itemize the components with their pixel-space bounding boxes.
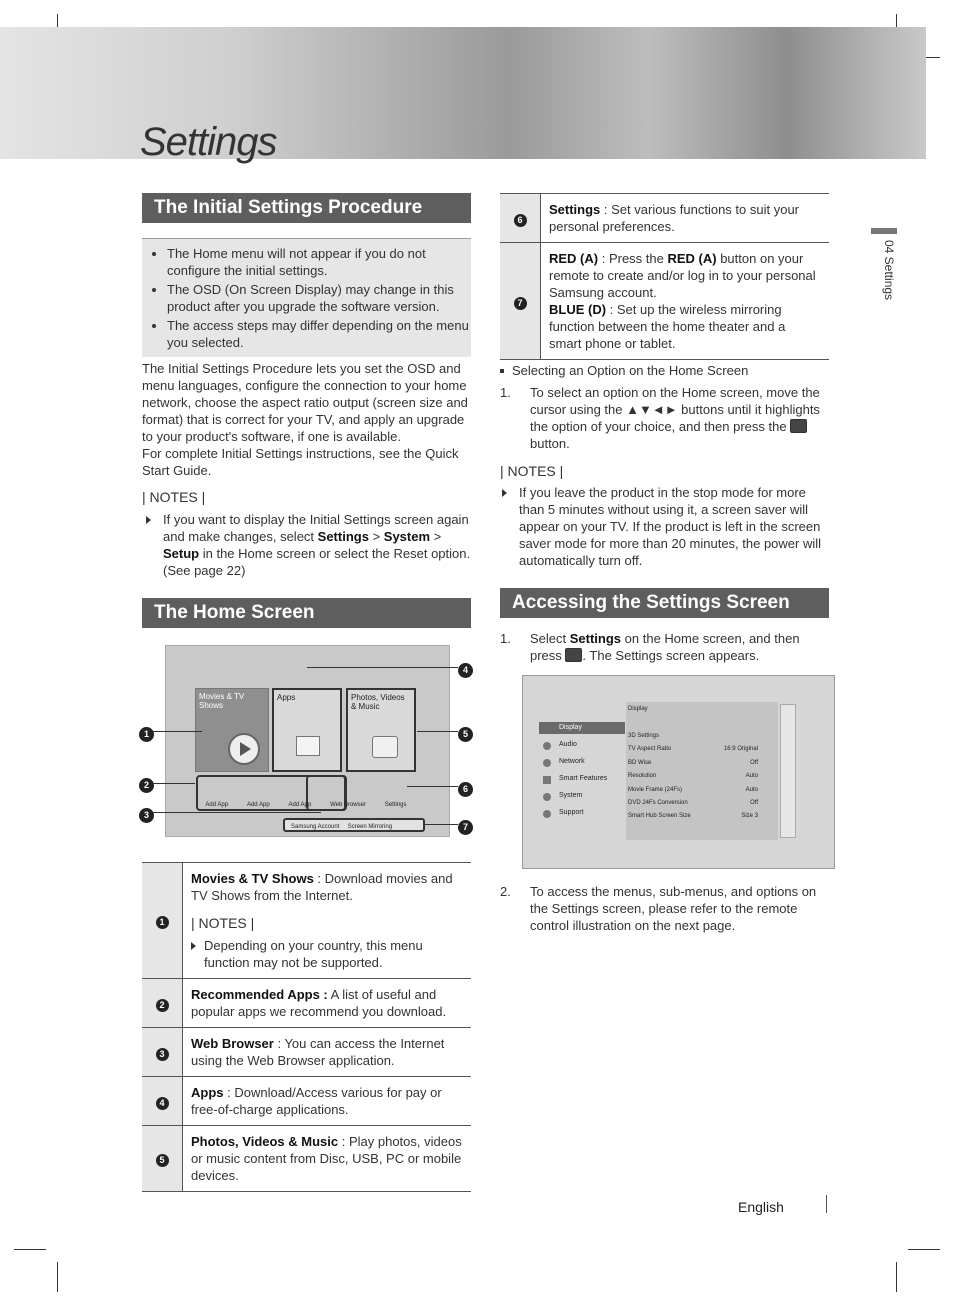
step-text: button.	[530, 436, 570, 451]
note-bullet: • The access steps may differ depending on the menu you selected.	[167, 317, 471, 351]
tile-movies	[195, 688, 269, 772]
row-number: 5	[156, 1154, 169, 1167]
enter-button-icon	[565, 648, 582, 662]
table-row	[142, 1028, 471, 1077]
note-bold: System	[383, 529, 431, 544]
row-value: Off	[750, 760, 758, 766]
note-text: >	[430, 529, 442, 544]
row-value: Size 3	[741, 813, 758, 819]
row-title: RED (A)	[667, 251, 717, 266]
triangle-bullet-icon	[146, 516, 151, 524]
menu-item-smart-features: Smart Features	[559, 775, 608, 782]
app-label: Add App	[288, 802, 312, 808]
footer-divider	[826, 1195, 827, 1213]
note-text: in the Home screen or select the Reset option. (See page 22)	[163, 546, 471, 578]
home-table-continued	[500, 193, 829, 360]
display-panel	[626, 702, 778, 840]
row-number: 7	[514, 297, 527, 310]
tile-photos	[346, 688, 416, 772]
row-title: Recommended Apps :	[191, 987, 328, 1002]
step-number: 1.	[500, 385, 511, 400]
access-step-1	[500, 630, 829, 664]
footer-language: English	[738, 1199, 784, 1215]
panel-title: Display	[628, 706, 648, 712]
row-number: 1	[156, 916, 169, 929]
row-text: A list of useful and popular apps we recommend you download.	[191, 987, 447, 1019]
note-bullet: • The OSD (On Screen Display) may change in this product after you upgrade the software version.	[167, 281, 471, 315]
row-title: Photos, Videos & Music	[191, 1134, 339, 1149]
tile-label: Photos, Videos & Music	[351, 693, 405, 711]
row-text: : Set up the wireless mirroring function between the home theater and a smart phone or tablet.	[549, 302, 786, 351]
note-bold: Setup	[163, 546, 200, 561]
row-label: BD Wise	[628, 760, 652, 766]
step-number: 2.	[500, 884, 511, 899]
square-bullet-icon	[500, 369, 504, 373]
menu-item-display: Display	[559, 724, 582, 731]
step-number: 1.	[500, 631, 511, 646]
app-row	[196, 776, 416, 808]
row-title: Settings	[549, 202, 601, 217]
row-text: button on your remote to create and/or log in to your personal Samsung account.	[549, 251, 816, 300]
row-value: Off	[750, 800, 758, 806]
menu-item-audio: Audio	[559, 741, 577, 748]
tile-label: Apps	[277, 693, 296, 702]
settings-screen-illustration	[522, 675, 835, 869]
callout-line	[153, 783, 195, 784]
section-heading-home: The Home Screen	[142, 598, 471, 628]
row-number: 6	[514, 214, 527, 227]
table-row	[142, 863, 471, 979]
crop-mark	[57, 1262, 58, 1292]
page-title: Settings	[140, 120, 277, 164]
camera-icon	[372, 736, 398, 758]
home-screen-illustration	[165, 645, 450, 837]
note-text: If you leave the product in the stop mode for more than 5 minutes without using it, a screen saver will appear on your TV. If the product is left in the screen saver mode for more than 20 minutes, the power will automatically turn off.	[519, 485, 822, 568]
triangle-bullet-icon	[191, 942, 196, 950]
table-row	[142, 1126, 471, 1192]
callout-3: 3	[139, 805, 154, 823]
callout-7: 7	[458, 817, 473, 835]
row-text: : You can access the Internet using the Web Browser application.	[191, 1036, 445, 1068]
row-label: Smart Hub Screen Size	[628, 813, 691, 819]
row-text: : Download/Access various for pay or free-of-charge applications.	[191, 1085, 442, 1117]
callout-1: 1	[139, 724, 154, 742]
row-title: Apps	[191, 1085, 224, 1100]
callout-line	[417, 731, 458, 732]
callout-line	[153, 731, 202, 732]
step-text: To select an option on the Home screen, move the cursor using the ▲▼◄► buttons until it highlights the option of your choice, and then press the	[530, 385, 820, 434]
menu-item-network: Network	[559, 758, 585, 765]
callout-line	[407, 786, 458, 787]
callout-5: 5	[458, 724, 473, 742]
initial-intro	[142, 360, 471, 479]
menu-item-system: System	[559, 792, 583, 799]
table-row	[500, 194, 829, 243]
app-label: Web Browser	[330, 802, 366, 808]
apps-icon	[296, 736, 320, 756]
header-band	[0, 27, 926, 159]
smart-features-icon	[543, 776, 551, 784]
step-text: To access the menus, sub-menus, and options on the Settings screen, please refer to the remote control illustration on the next page.	[530, 884, 817, 933]
row-number: 4	[156, 1097, 169, 1110]
row-label: TV Aspect Ratio	[628, 746, 672, 752]
section-heading-access: Accessing the Settings Screen	[500, 588, 829, 618]
step-text: . The Settings screen appears.	[582, 648, 760, 663]
side-tab-label: 04 Settings	[882, 240, 896, 301]
notes-label: | NOTES |	[191, 915, 255, 931]
row-number: 2	[156, 999, 169, 1012]
scrollbar	[780, 704, 796, 838]
audio-icon	[543, 742, 551, 750]
menu-highlight	[539, 722, 625, 734]
row-title: BLUE (D)	[549, 302, 607, 317]
selecting-bullet	[500, 362, 829, 379]
section-heading-initial: The Initial Settings Procedure	[142, 193, 471, 223]
side-tab-bar	[871, 228, 897, 234]
note-bold: Settings	[317, 529, 369, 544]
callout-line	[424, 824, 458, 825]
row-text: : Play photos, videos or music content from Disc, USB, PC or mobile devices.	[191, 1134, 462, 1183]
callout-6: 6	[458, 779, 473, 797]
note-box	[142, 238, 471, 357]
samsung-account-label: Samsung Account	[291, 824, 340, 830]
row-number: 3	[156, 1048, 169, 1061]
row-note: Depending on your country, this menu function may not be supported.	[204, 938, 423, 970]
play-icon	[228, 733, 260, 765]
app-label: Add App	[246, 802, 270, 808]
callout-line	[307, 667, 458, 668]
step-text: Select	[530, 631, 570, 646]
notes-label: | NOTES |	[500, 463, 564, 479]
callout-2: 2	[139, 775, 154, 793]
row-label: 3D Settings	[628, 733, 660, 739]
table-row	[142, 1077, 471, 1126]
callout-4: 4	[458, 660, 473, 678]
row-value: Auto	[745, 773, 758, 779]
note-bullet: • The Home menu will not appear if you do not configure the initial settings.	[167, 245, 471, 279]
crop-mark	[908, 1249, 940, 1250]
tile-apps	[272, 688, 342, 772]
network-icon	[543, 759, 551, 767]
system-icon	[543, 793, 551, 801]
crop-mark	[14, 1249, 46, 1250]
app-label: Settings	[384, 802, 407, 808]
selecting-note	[502, 484, 827, 569]
initial-para: The Initial Settings Procedure lets you set the OSD and menu languages, configure the connection to your home network, choose the aspect ratio output (screen size and format) that is correct for your TV, and apply an upgrade to your product's software, if one is available.	[142, 361, 468, 444]
app-label: Add App	[205, 802, 229, 808]
bottom-buttons	[283, 818, 425, 832]
row-label: Resolution	[628, 773, 657, 779]
row-text: : Press the	[598, 251, 668, 266]
row-title: Movies & TV Shows	[191, 871, 314, 886]
table-row	[142, 979, 471, 1028]
enter-button-icon	[790, 419, 807, 433]
support-icon	[543, 810, 551, 818]
home-table	[142, 862, 471, 1192]
initial-para: For complete Initial Settings instructions, see the Quick Start Guide.	[142, 446, 459, 478]
row-value: Auto	[745, 787, 758, 793]
settings-menu	[537, 702, 625, 842]
callout-line	[153, 812, 321, 813]
step-text: on the Home screen, and then press	[530, 631, 800, 663]
note-text: >	[368, 529, 384, 544]
selecting-step-1	[500, 384, 829, 452]
row-text: : Set various functions to suit your personal preferences.	[549, 202, 800, 234]
triangle-bullet-icon	[502, 489, 507, 497]
notes-label: | NOTES |	[142, 489, 206, 505]
row-text: : Download movies and TV Shows from the Internet.	[191, 871, 453, 903]
tile-label: Movies & TV Shows	[199, 692, 245, 710]
table-row	[500, 243, 829, 360]
row-title: RED (A)	[549, 251, 599, 266]
bullet-text: Selecting an Option on the Home Screen	[512, 363, 749, 378]
row-label: Movie Frame (24Fs)	[628, 787, 683, 793]
note-text: If you want to display the Initial Settings screen again and make changes, select	[163, 512, 469, 544]
step-bold: Settings	[569, 631, 622, 646]
access-step-2	[500, 883, 829, 934]
row-value: 16:9 Original	[723, 746, 758, 752]
screen-mirroring-label: Screen Mirroring	[347, 824, 393, 830]
row-title: Web Browser	[191, 1036, 274, 1051]
crop-mark	[896, 1262, 897, 1292]
row-label: DVD 24Fs Conversion	[628, 800, 688, 806]
initial-note	[146, 511, 471, 579]
menu-item-support: Support	[559, 809, 584, 816]
